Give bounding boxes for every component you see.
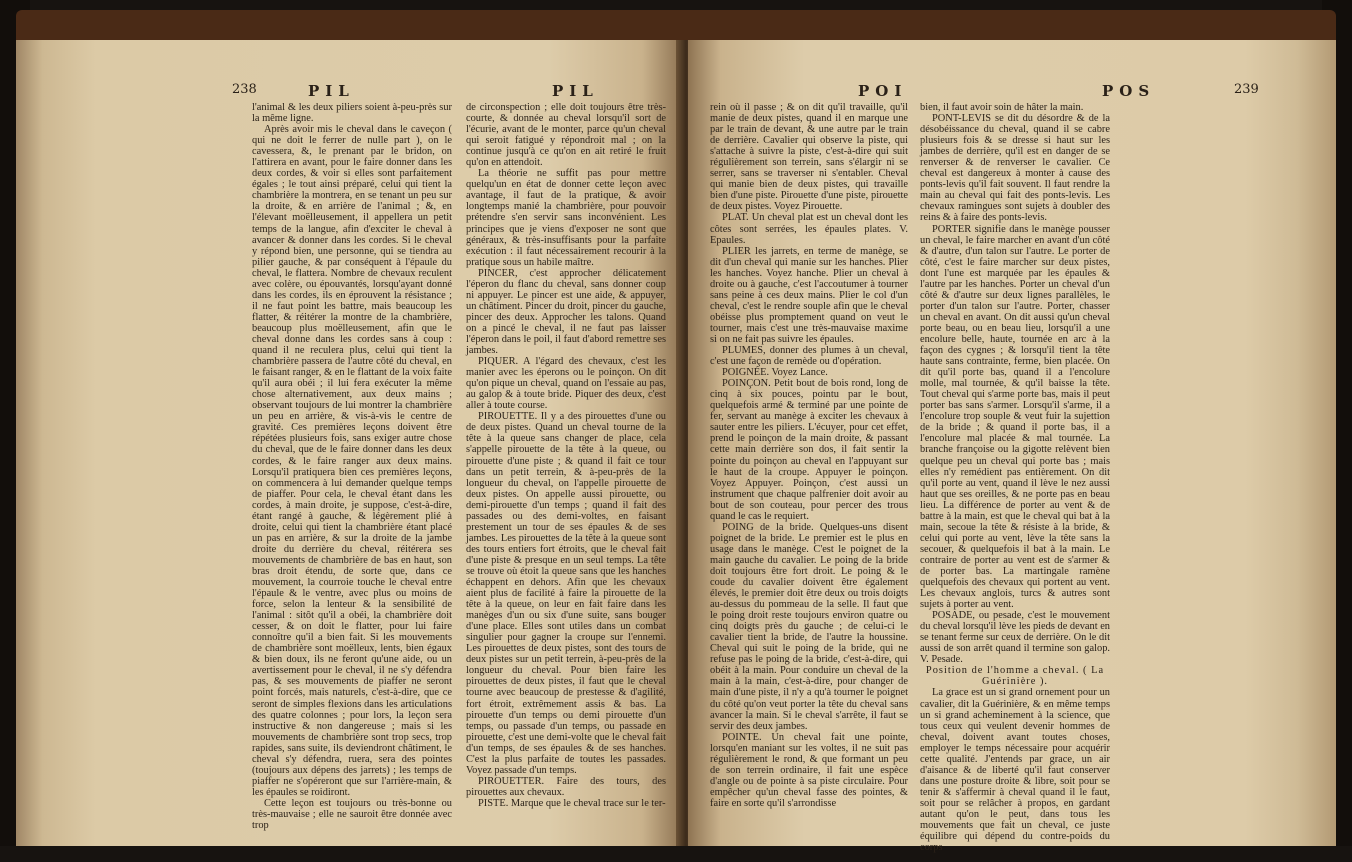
running-header-right: PIL: [552, 82, 599, 100]
running-header-right: POS: [1102, 82, 1156, 100]
paragraph: PINCER, c'est approcher délicatement l'éperon du flanc du cheval, sans donner coup ni appuyer. Le pincer est une aide, & appuyer, un châtiment. Pincer du droit, pincer du gauche, pincer des deux. Approcher les talons. Quand on a pincé le cheval, il ne faut pas laisser l'éperon dans le poil, il faut d'abord remettre ses jambes.: [466, 267, 666, 357]
paragraph: de circonspection ; elle doit toujours être très-courte, & donnée au cheval lorsqu'il sort de l'écurie, avant de le monter, parce qu'un cheval qui seroit fatigué y répondroit mal ; on la continue jusqu'à ce qu'on en ait retiré le fruit qu'on en attendoit.: [466, 102, 666, 169]
paragraph: POIGNÉE. Voyez Lance.: [722, 367, 828, 379]
paragraph: POINÇON. Petit bout de bois rond, long de cinq à six pouces, pointu par le bout, quelquefois armé & terminé par une pointe de fer, servant au manège à exciter les chevaux à sauter entre les piliers. L'écuyer, pour cet effet, prend le poinçon de la main droite, & passant cette main derrière son dos, il fait sentir la pointe du poinçon au cheval en l'appuyant sur le haut de la croupe. Appuyer le poinçon. Voyez Appuyer. Poinçon, c'est aussi un instrument que chaque palfrenier doit avoir au bout de son couteau, pour percer des trous quand le cas le requiert.: [710, 378, 908, 522]
text-column-2: [466, 102, 666, 862]
paragraph: POSADE, ou pesade, c'est le mouvement du cheval lorsqu'il lève les pieds de devant en se tenant ferme sur ceux de derrière. On le dit aussi de son arrêt quand il termine son galop. V. Pesade.: [920, 610, 1110, 666]
section-heading: Position de l'homme a cheval. ( La Guérinière ).: [925, 665, 1105, 688]
text-column-1: [710, 102, 908, 862]
page-number: 239: [1234, 82, 1259, 97]
paragraph: POINTE. Un cheval fait une pointe, lorsqu'en maniant sur les voltes, il ne suit pas régulièrement le rond, & que formant un peu de son terrein ordinaire, il fait une espèce d'angle ou de pointe à sa piste circulaire. Pour empêcher qu'un cheval fasse des pointes, & faire en sorte qu'il s'arrondisse: [710, 731, 908, 809]
paragraph: La grace est un si grand ornement pour un cavalier, dit la Guérinière, & en même temps un si grand acheminement à la science, que tous ceux qui veulent devenir hommes de cheval, doivent avant toutes choses, employer le temps nécessaire pour acquérir cette qualité. J'entends par grace, un air d'aisance & de liberté qu'il faut conserver dans une posture droite & libre, soit pour se tenir & s'affermir à cheval quand il le faut, soit pour se relâcher à propos, en gardant autant qu'on le peut, dans tous les mouvements que fait un cheval, ce juste équilibre qui dépend du contre-poids du corps: [920, 687, 1110, 854]
paragraph: PISTE. Marque que le cheval trace sur le ter-: [478, 797, 666, 809]
left-page: [16, 40, 682, 846]
paragraph: Cette leçon est toujours ou très-bonne ou très-mauvaise ; elle ne sauroit être donnée avec trop: [252, 797, 452, 832]
open-book: [16, 10, 1336, 854]
paragraph: PLUMES, donner des plumes à un cheval, c'est une façon de remède ou d'opération.: [710, 345, 908, 368]
paragraph: PIQUER. A l'égard des chevaux, c'est les manier avec les éperons ou le poinçon. On dit qu'on pique un cheval, quand on l'essaie au pas, au galop & à toute bride. Piquer des deux, c'est aller à toute course.: [466, 356, 666, 412]
paragraph: PIROUETTER. Faire des tours, des pirouettes aux chevaux.: [466, 775, 666, 798]
paragraph: PONT-LEVIS se dit du désordre & de la désobéissance du cheval, quand il se cabre plusieurs fois & se dresse si haut sur les jambes de derrière, qu'il est en danger de se renverser & de renverser le cavalier. Ce cheval est dangereux à monter à cause des ponts-levis qu'il fait souvent. Il faut rendre la main au cheval qui fait des ponts-levis. Les chevaux ramingues sont sujets à doubler des reins & à faire des ponts-levis.: [920, 113, 1110, 224]
text-column-2: [920, 102, 1110, 862]
page-number: 238: [232, 82, 257, 97]
text-column-1: [252, 102, 452, 862]
paragraph: rein où il passe ; & on dit qu'il travaille, qu'il manie de deux pistes, quand il en marque une par le train de devant, & une autre par le train de derrière. Cavalier qui observe la piste, qui s'attache à suivre la piste, c'est-à-dire qui suit régulièrement son terrein, sans s'élargir ni se serrer, sans se traverser ni s'entabler. Cheval qui manie bien de deux pistes, qui travaille bien d'une piste. Pirouette d'une piste, pirouette de deux pistes. Voyez Pirouette.: [710, 102, 908, 213]
paragraph: Après avoir mis le cheval dans le caveçon ( qui ne doit le ferrer de nulle part ), on le cavessera, &, le prenant par le bridon, on l'attirera en avant, pour le faire donner dans les deux cordes, & voir si elles sont parfaitement égales ; le tout ainsi préparé, celui qui tient la chambrière la montrera, en se tenant un peu sur la droite, & en arrière de l'animal ; &, en l'élevant moëlleusement, il appellera un petit temps de la langue, afin d'exciter le cheval à avancer & donner dans les cordes. Si le cheval y répond bien, une personne, qui se tiendra au pilier gauche, & par conséquent à l'épaule du cheval, le flattera. Nombre de chevaux reculent avec colère, ou épouvantés, lorsqu'ayant donné dans les cordes, ils en éprouvent la résistance ; il ne faut point les battre, mais beaucoup les flatter, & réitérer la montre de la chambrière, beaucoup plus moëlleusement, afin que le cheval donne dans les cordes sans à coup : quand il ne reculera plus, celui qui tient la chambrière passera de l'autre côté du cheval, en le faisant ranger, & en le flattant de la voix faite qu'il aura obéi ; il lui fera exécuter la même chose alternativement, aux deux mains ; observant toujours de lui montrer la chambrière un peu en arrière, & vis-à-vis le centre de gravité. Ces premières leçons doivent être répétées plusieurs fois, sans exiger autre chose du cheval, que de le faire donner dans les deux cordes, & le faire ranger aux deux mains. Lorsqu'il pratiquera bien ces premières leçons, on commencera à lui demander quelque temps de piaffer. Pour cela, le cheval étant dans les cordes, à main droite, je suppose, c'est-à-dire, étant rangé à gauche, & légèrement plié à droite, celui qui tient la chambrière étant placé un pas en arrière, & sur la droite de la jambe droite du derrière du cheval, réitérera ses mouvements de chambrière de bas en haut, son bras droit étendu, de sorte que, dans ce mouvement, la courroie touche le cheval entre l'épaule & le ventre, avec plus ou moins de force, selon la lenteur & la sensibilité de l'animal : sitôt qu'il a obéi, la chambrière doit cesser, & on doit le flatter, pour lui faire connoître qu'il a bien fait. Si les mouvements de chambrière sont moëlleux, lents, bien égaux & bien doux, ils ne feront qu'une aide, ou un avertissement pour le cheval, il ne s'y défendra pas, & ses mouvements de piaffer ne seront point forcés, mais naturels, c'est-à-dire, que ce seront de simples flexions dans les articulations des quatre colonnes ; pour lors, la leçon sera instructive & non dangereuse ; mais si les mouvements de chambrière sont trop secs, trop rapides, sans suite, ils deviendront châtiment, le cheval s'y défendra, ruera, sera des pointes (toujours aux dépens des jarrets) ; les temps de piaffer ne s'opéreront que sur l'arrière-main, & les épaules se roidiront.: [252, 124, 452, 798]
paragraph: POING de la bride. Quelques-uns disent poignet de la bride. Le premier est le plus en usage dans le manège. C'est le poignet de la main gauche du cavalier. Le poing de la bride doit toujours être fort droit. Le poing & le coude du cavalier doivent être également élevés, le premier doit être deux ou trois doigts au-dessus du pommeau de la selle. Il faut que le poing droit reste toujours environ quatre ou cinq doigts près du gauche ; de celui-ci le cavalier tient la bride, de l'autre la houssine. Cheval qui suit le poing de la bride, qui ne refuse pas le poing de la bride, c'est-à-dire, qui obéit à la main. Pour conduire un cheval de la main à la main, c'est-à-dire, pour changer de main d'une piste, il n'y a qu'à tourner le poignet du côté qu'on veut porter la tête du cheval sans avancer la main. Si le cheval s'arrête, il faut se servir des deux jambes.: [710, 521, 908, 732]
running-header-left: PIL: [308, 82, 355, 100]
paragraph: PORTER signifie dans le manège pousser un cheval, le faire marcher en avant d'un côté & d'autre, d'un talon sur l'autre. Le porter de côté, c'est le faire marcher sur deux pistes, dont l'une est marquée par les épaules & l'autre par les hanches. Porter un cheval d'un côté & d'autre sur deux lignes parallèles, le porter d'un talon sur l'autre. Porter, chasser un cheval en avant. On dit aussi qu'un cheval porte beau, ou en beau lieu, lorsqu'il a une encolure belle, haute, tournée en arc à la façon des cygnes ; & lorsqu'il tient la tête haute sans contrainte, ferme, bien placée. On dit qu'il porte bas, quand il a l'encolure molle, mal tournée, & qu'il baisse la tête. Tout cheval qui s'arme porte bas, mais il peut porter bas sans s'armer. Lorsqu'il s'arme, il a l'encolure trop souple & veut fuir la sujettion de la bride ; & quand il porte bas, il a l'encolure mal placée & mal tournée. La branche françoise ou la gigotte relèvent bien quelque peu un cheval qui porte bas ; mais elles n'y remédient pas entièrement. On dit qu'il porte au vent, quand il lève le nez aussi haut que ses oreilles, & ne porte pas en beau lieu. La différence de porter au vent & de battre à la main, est que le cheval qui bat à la main, secoue la tête & résiste à la bride, & celui qui porte au vent, lève la tête sans la secouer, & quelquefois il bat à la main. Le contraire de porter au vent est de s'armer & de porter bas. La martingale ramène quelquefois des chevaux qui portent au vent. Les chevaux anglois, turcs & autres sont sujets à porter au vent.: [920, 223, 1110, 611]
paragraph: PLIER les jarrets, en terme de manège, se dit d'un cheval qui manie sur les hanches. Plier les hanches. Voyez hanche. Plier un cheval à droite ou à gauche, c'est l'accoutumer à tourner sans peine à ces deux mains. Plier le col d'un cheval, c'est le rendre souple afin que le cheval obéisse plus promptement quand on veut le tourner, mais c'est une très-mauvaise maxime si on ne fait pas suivre les épaules.: [710, 245, 908, 345]
paragraph: l'animal & les deux piliers soient à-peu-près sur la même ligne.: [252, 102, 452, 125]
right-page: [688, 40, 1336, 854]
paragraph: La théorie ne suffit pas pour mettre quelqu'un en état de donner cette leçon avec avantage, il faut de la pratique, & avoir longtemps manié la chambrière, pour pouvoir prétendre s'en servir sans inconvénient. Les principes que je viens d'exposer ne sont que généraux, & très-insuffisants pour la parfaite exécution : il faut nécessairement recourir à la pratique sous un habile maître.: [466, 168, 666, 268]
paragraph: PIROUETTE. Il y a des pirouettes d'une ou de deux pistes. Quand un cheval tourne de la tête à la queue sans changer de place, cela s'appelle pirouette de la tête à la queue, ou pirouette d'une piste ; & quand il fait ce tour dans un petit terrein, & à-peu-près de la longueur du cheval, on l'appelle pirouette de deux pistes. On appelle aussi pirouette, ou demi-pirouette d'un temps ; quand il fait des passades ou des demi-voltes, en faisant prestement un tour de ses épaules & de ses jambes. Les pirouettes de la tête à la queue sont des tours entiers fort étroits, que le cheval fait d'une piste & presque en un seul temps. La tête se trouve où étoit la queue sans que les hanches échappent en dehors. Afin que les chevaux aient plus de facilité à faire la pirouette de la tête à la queue, on leur en fait faire dans les manèges d'un ou six d'une suite, sans bouger d'une place. Elles sont utiles dans un combat singulier pour gagner la croupe sur l'ennemi. Les pirouettes de deux pistes, sont des tours de deux pistes sur un petit terrein, à-peu-près de la longueur du cheval. Pour bien faire les pirouettes de deux pistes, il faut que le cheval tourne avec beaucoup de prestesse & d'agilité, fort étroit, extrêmement assis & bas. La pirouette d'un temps ou demi pirouette d'un temps, ou passade d'un temps, ou passade en pirouette, c'est une demi-volte que le cheval fait d'un temps, de ses épaules & de ses hanches. C'est la plus parfaite de toutes les passades. Voyez passade d'un temps.: [466, 411, 666, 776]
running-header-left: POI: [858, 82, 908, 100]
paragraph: PLAT. Un cheval plat est un cheval dont les côtes sont serrées, les épaules plates. V. Epaules.: [710, 212, 908, 246]
paragraph: bien, il faut avoir soin de hâter la main.: [920, 102, 1084, 113]
